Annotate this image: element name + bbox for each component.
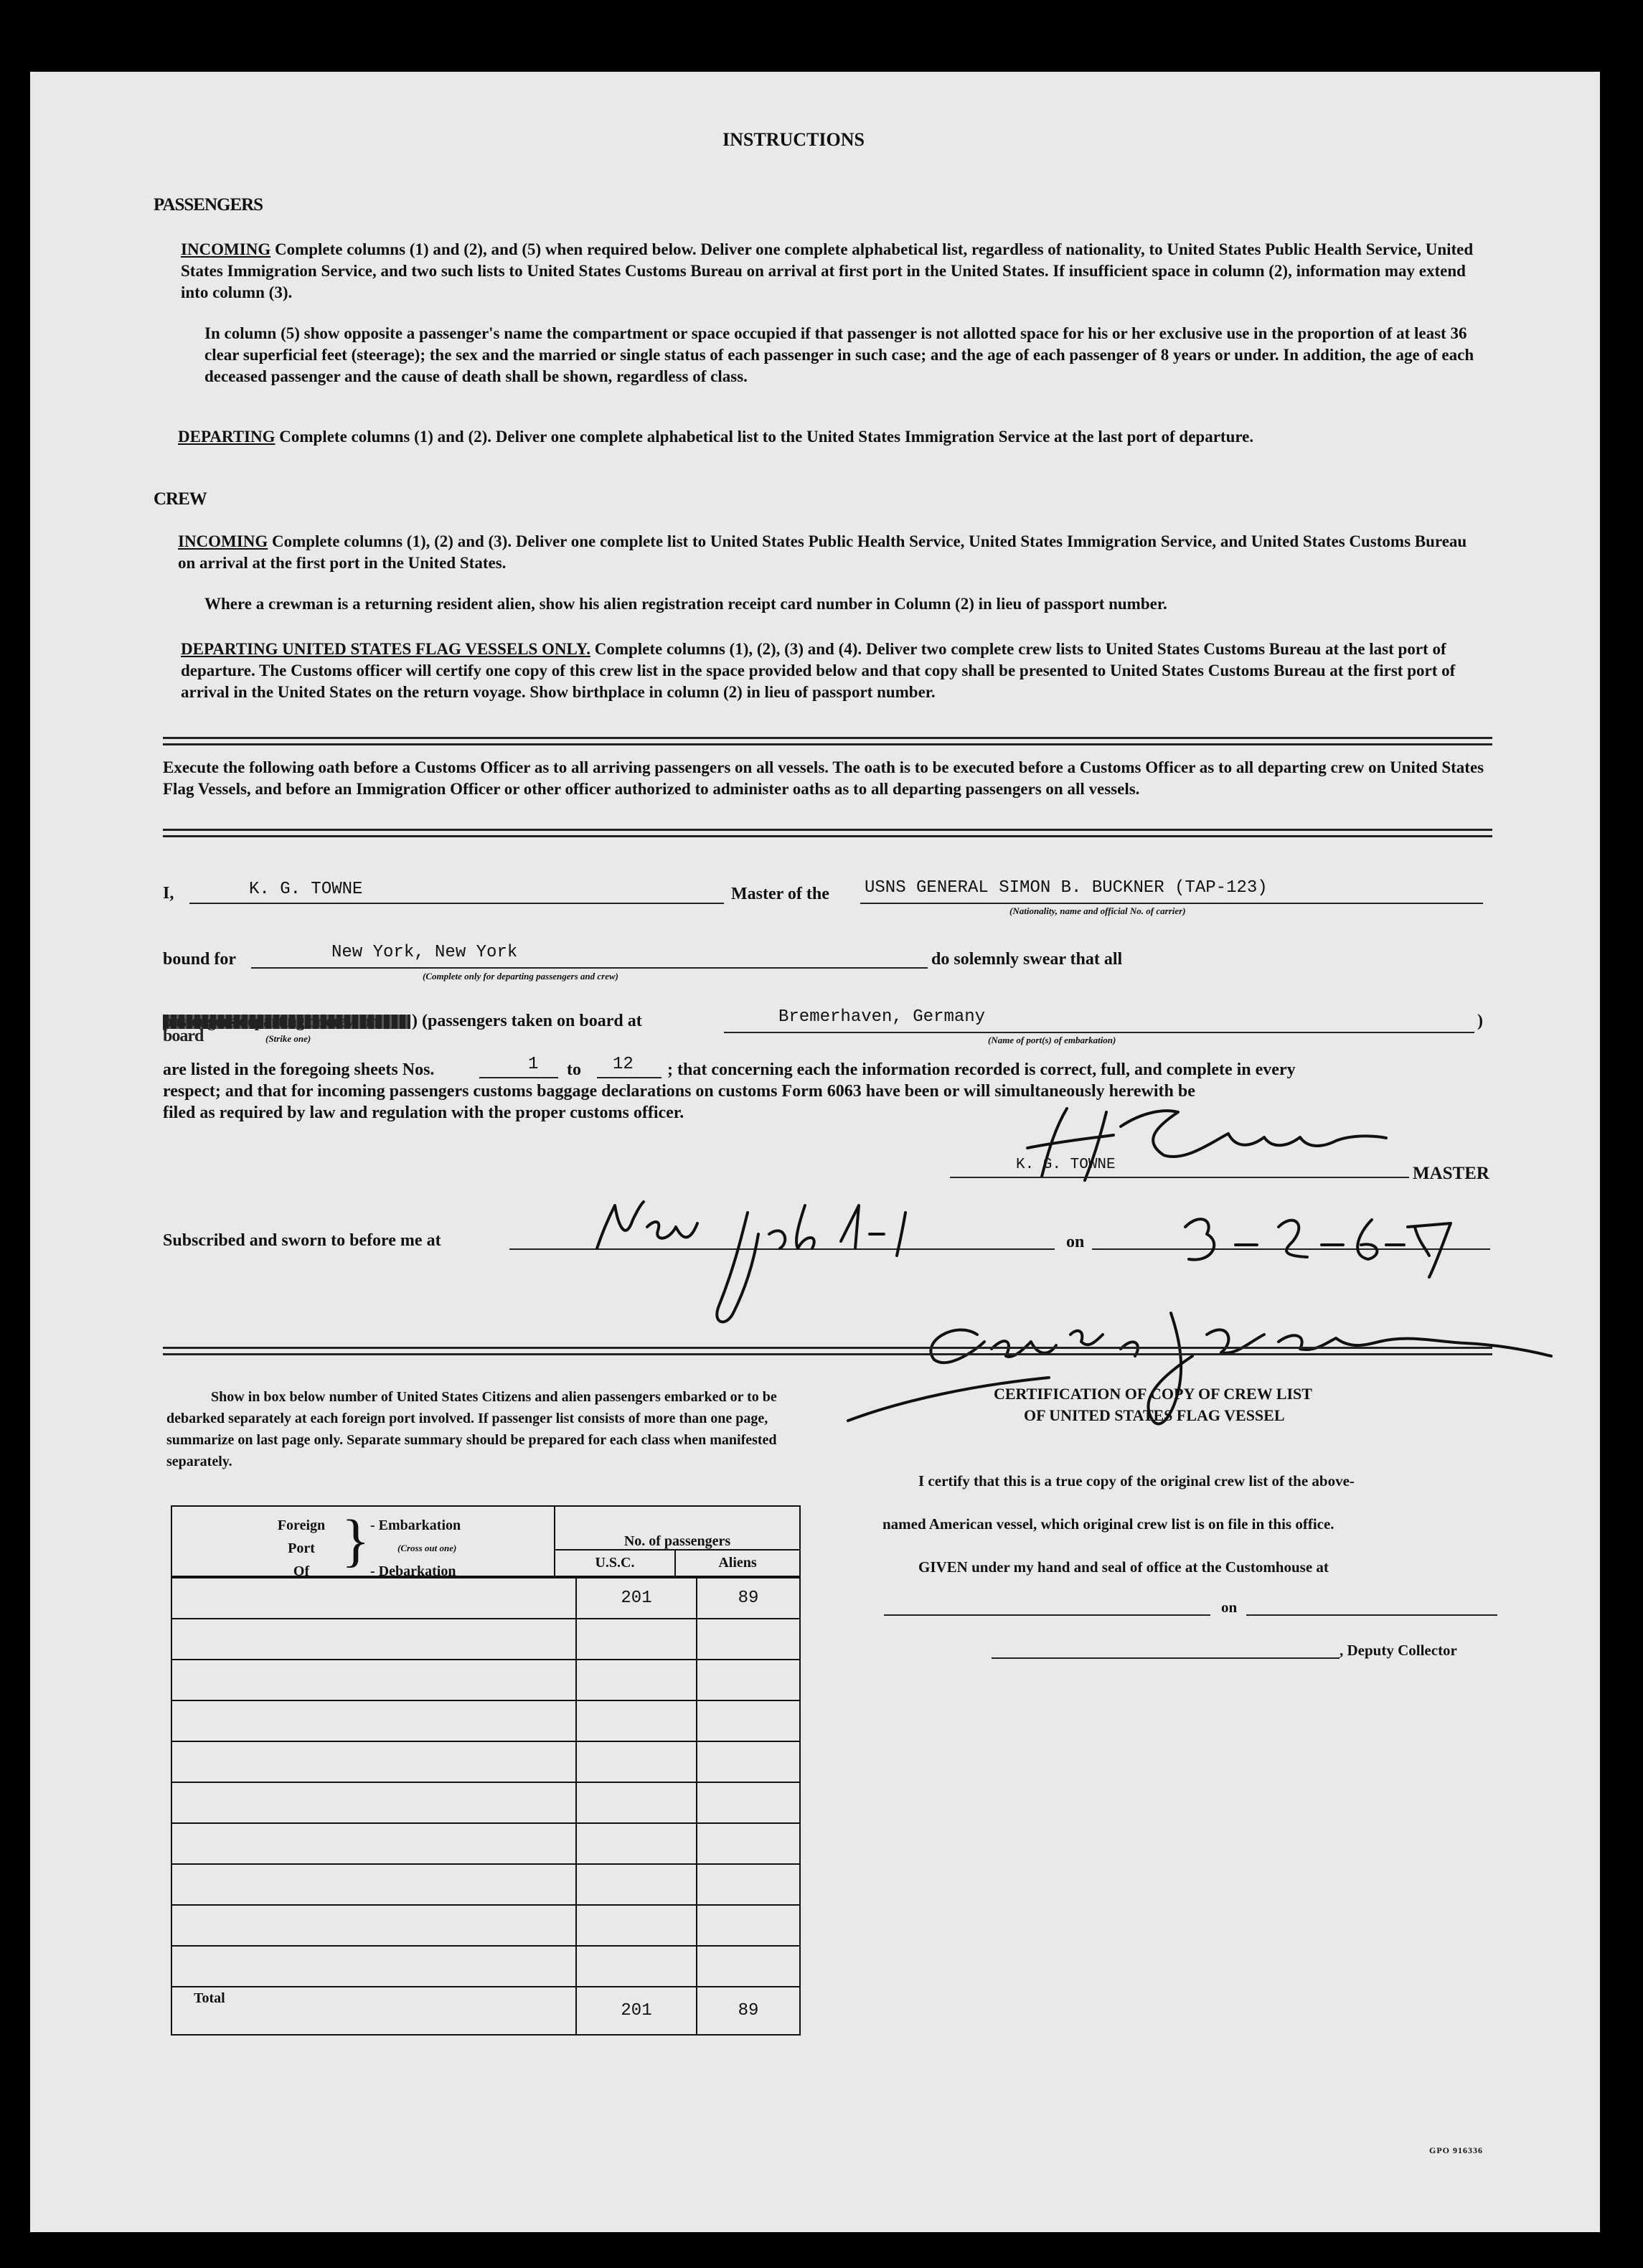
table-row (171, 1741, 800, 1782)
aliens-header: Aliens (675, 1550, 800, 1576)
no-passengers-header: No. of passengers (555, 1506, 800, 1576)
customhouse-line (884, 1614, 1210, 1616)
passengers-departing-label: DEPARTING (178, 428, 276, 446)
table-row (171, 1619, 800, 1660)
total-usc: 201 (576, 1987, 697, 2035)
crew-resident: Where a crewman is a returning resident alien, show his alien registration receipt card number in Column (2) in lieu of passport number. (204, 595, 1167, 613)
vessel-name: USNS GENERAL SIMON B. BUCKNER (TAP-123) (865, 878, 1268, 898)
summary-port-cell (171, 1741, 576, 1782)
passenger-summary-rows (171, 1577, 801, 2036)
table-row (171, 1578, 800, 1619)
summary-aliens-cell: 89 (697, 1578, 800, 1619)
summary-port-cell (171, 1946, 576, 1987)
certification-title (994, 1383, 1312, 1426)
passengers-column5: In column (5) show opposite a passenger's name the compartment or space occupied if that passenger is not allotted space for his or her exclusive use in the proportion of at least 36 clear superficial feet (steerage); the sex and the married or single status of each passenger in such case; and the age of each passenger of 8 years or under. In addition, the age of each deceased passenger and the cause of death shall be shown, regardless of class. (204, 324, 1474, 385)
master-of-label: Master of the (731, 885, 829, 903)
vessel-caption: (Nationality, name and official No. of carrier) (1009, 905, 1186, 916)
passengers-heading: PASSENGERS (154, 195, 263, 215)
crew-departing-text: Complete columns (1), (2), (3) and (4). Deliver two complete crew lists to United States Customs Bureau at the last port of departure. The Customs officer will certify one copy of this crew list in the space provided below and that copy shall be presented to United States Customs Bureau at the first port of arrival in the United States on the return voyage. Show birthplace in column (2) in lieu of passport number. (181, 640, 1456, 701)
bound-for-value: New York, New York (331, 943, 518, 962)
certification-line-1: I certify that this is a true copy of the original crew list of the above- (918, 1472, 1355, 1490)
port-header-of: Of (293, 1563, 310, 1579)
subscribed-on-label: on (1066, 1233, 1085, 1251)
bound-for-line (251, 967, 928, 969)
bound-caption: (Complete only for departing passengers and crew) (423, 971, 618, 982)
passengers-incoming-text: Complete columns (1) and (2), and (5) when required below. Deliver one complete alphabetical list, regardless of nationality, to United States Public Health Service, United States Immigration Service, and two such lists to United States Customs Bureau on arrival at first port in the United States. If insufficient space in column (2), information may extend into column (3). (181, 240, 1474, 301)
sheet-to: 12 (613, 1055, 634, 1074)
summary-aliens-cell (697, 1741, 800, 1782)
crew-incoming-label: INCOMING (178, 532, 268, 550)
sheet-to-line (597, 1077, 662, 1078)
to-label: to (567, 1060, 581, 1079)
crew-incoming-text: Complete columns (1), (2) and (3). Deliver one complete list to United States Public Health Service, United States Immigration Service, and United States Customs Bureau on arrival at the first port in the United States. (178, 532, 1467, 572)
table-row (171, 1946, 800, 1987)
summary-usc-cell (576, 1946, 697, 1987)
summary-usc-cell (576, 1660, 697, 1700)
master-label: MASTER (1413, 1164, 1489, 1183)
port-subheader-cell (171, 1550, 555, 1576)
table-row (171, 1782, 800, 1823)
summary-aliens-cell (697, 1905, 800, 1946)
deputy-collector-label: , Deputy Collector (1340, 1642, 1457, 1659)
table-row (171, 1660, 800, 1700)
table-row (171, 1700, 800, 1741)
brace: } (342, 1507, 370, 1573)
deputy-collector-line (992, 1657, 1340, 1659)
summary-usc-cell (576, 1619, 697, 1660)
summary-port-cell (171, 1660, 576, 1700)
listed-text: are listed in the foregoing sheets Nos. (163, 1060, 435, 1079)
summary-usc-cell (576, 1864, 697, 1905)
crew-departing (181, 639, 1488, 703)
summary-aliens-cell (697, 1946, 800, 1987)
divider (163, 1347, 1492, 1355)
port-header-foreign: Foreign (277, 1518, 326, 1533)
oath-i-label: I, (163, 884, 174, 903)
page-title: INSTRUCTIONS (722, 129, 865, 150)
strike-caption: (Strike one) (265, 1033, 311, 1044)
oath-intro: Execute the following oath before a Customs Officer as to all arriving passengers on all vessels. The oath is to be executed before a Customs Officer as to all departing crew on United States Flag Vessels, and before an Immigration Officer or other officer authorized to administer oaths as to all departing passengers on all vessels. (163, 758, 1484, 798)
summary-port-cell (171, 1578, 576, 1619)
sheet-from-line (479, 1077, 558, 1078)
summary-usc-cell (576, 1905, 697, 1946)
summary-aliens-cell (697, 1660, 800, 1700)
summary-aliens-cell (697, 1700, 800, 1741)
summary-aliens-cell (697, 1782, 800, 1823)
summary-aliens-cell (697, 1823, 800, 1864)
summary-port-cell (171, 1700, 576, 1741)
summary-usc-cell (576, 1700, 697, 1741)
struck-text: passengers departing or crew on board (163, 1015, 410, 1029)
port-header-port: Port (288, 1540, 315, 1556)
listed-text4: filed as required by law and regulation with the proper customs officer. (163, 1104, 684, 1122)
certification-date-line (1246, 1614, 1497, 1616)
table-row (171, 1864, 800, 1905)
swear-text: do solemnly swear that all (931, 950, 1123, 969)
master-name-line (189, 903, 724, 904)
passengers-departing (178, 426, 1488, 448)
vessel-line (860, 903, 1483, 904)
summary-port-cell (171, 1823, 576, 1864)
master-signature-line (950, 1177, 1409, 1178)
certification-line-3: GIVEN under my hand and seal of office at the Customhouse at (918, 1558, 1329, 1576)
taken-text: ) (passengers taken on board at (412, 1012, 642, 1030)
listed-text3: respect; and that for incoming passengers customs baggage declarations on customs Form 6063 have been or will simultaneously herewith be (163, 1082, 1195, 1101)
summary-usc-cell (576, 1823, 697, 1864)
summary-usc-cell: 201 (576, 1578, 697, 1619)
date-handwriting (1171, 1205, 1458, 1291)
divider (163, 737, 1492, 745)
port-caption: (Name of port(s) of embarkation) (988, 1035, 1116, 1045)
summary-port-cell (171, 1905, 576, 1946)
passenger-summary-body (171, 1549, 801, 1577)
table-row (171, 1823, 800, 1864)
signature-typed: K. G. TOWNE (1016, 1157, 1116, 1173)
summary-aliens-cell (697, 1864, 800, 1905)
subscribed-label: Subscribed and sworn to before me at (163, 1231, 441, 1250)
summary-port-cell (171, 1619, 576, 1660)
table-row (171, 1905, 800, 1946)
form-page (30, 72, 1600, 2232)
summary-aliens-cell (697, 1619, 800, 1660)
total-label: Total (171, 1987, 576, 2035)
certification-title-1: CERTIFICATION OF COPY OF CREW LIST (994, 1385, 1312, 1403)
debarkation-label: - Debarkation (370, 1563, 456, 1579)
divider (163, 829, 1492, 837)
embarkation-label: - Embarkation (370, 1518, 461, 1533)
passengers-departing-text: Complete columns (1) and (2). Deliver one complete alphabetical list to the United States Immigration Service at the last port of departure. (279, 428, 1254, 446)
passengers-incoming (181, 239, 1487, 304)
crew-incoming (178, 531, 1488, 574)
master-name: K. G. TOWNE (249, 880, 363, 899)
certification-title-2: OF UNITED STATES FLAG VESSEL (1024, 1406, 1285, 1424)
sheet-from: 1 (528, 1055, 539, 1074)
usc-header: U.S.C. (555, 1550, 675, 1576)
summary-port-cell (171, 1864, 576, 1905)
certification-line-2: named American vessel, which original crew list is on file in this office. (882, 1515, 1334, 1533)
crew-heading: CREW (154, 489, 207, 509)
bound-for-label: bound for (163, 950, 237, 969)
cross-out-label: (Cross out one) (397, 1543, 457, 1553)
listed-text2: ; that concerning each the information recorded is correct, full, and complete in every (667, 1060, 1296, 1079)
certification-on-label: on (1221, 1599, 1238, 1616)
passengers-incoming-label: INCOMING (181, 240, 271, 258)
summary-instruction: Show in box below number of United States Citizens and alien passengers embarked or to be debarked separately at each foreign port involved. If passenger list consists of more than one page, summarize on last page only. Separate summary should be prepared for each class when manifested separately. (166, 1389, 777, 1469)
summary-usc-cell (576, 1741, 697, 1782)
port-line (724, 1032, 1474, 1033)
gpo-code: GPO 916336 (1429, 2145, 1483, 2155)
summary-usc-cell (576, 1782, 697, 1823)
total-aliens: 89 (697, 1987, 800, 2035)
close-paren: ) (1477, 1012, 1483, 1030)
crew-departing-label: DEPARTING UNITED STATES FLAG VESSELS ONLY. (181, 640, 590, 658)
summary-port-cell (171, 1782, 576, 1823)
port-value: Bremerhaven, Germany (778, 1007, 986, 1027)
